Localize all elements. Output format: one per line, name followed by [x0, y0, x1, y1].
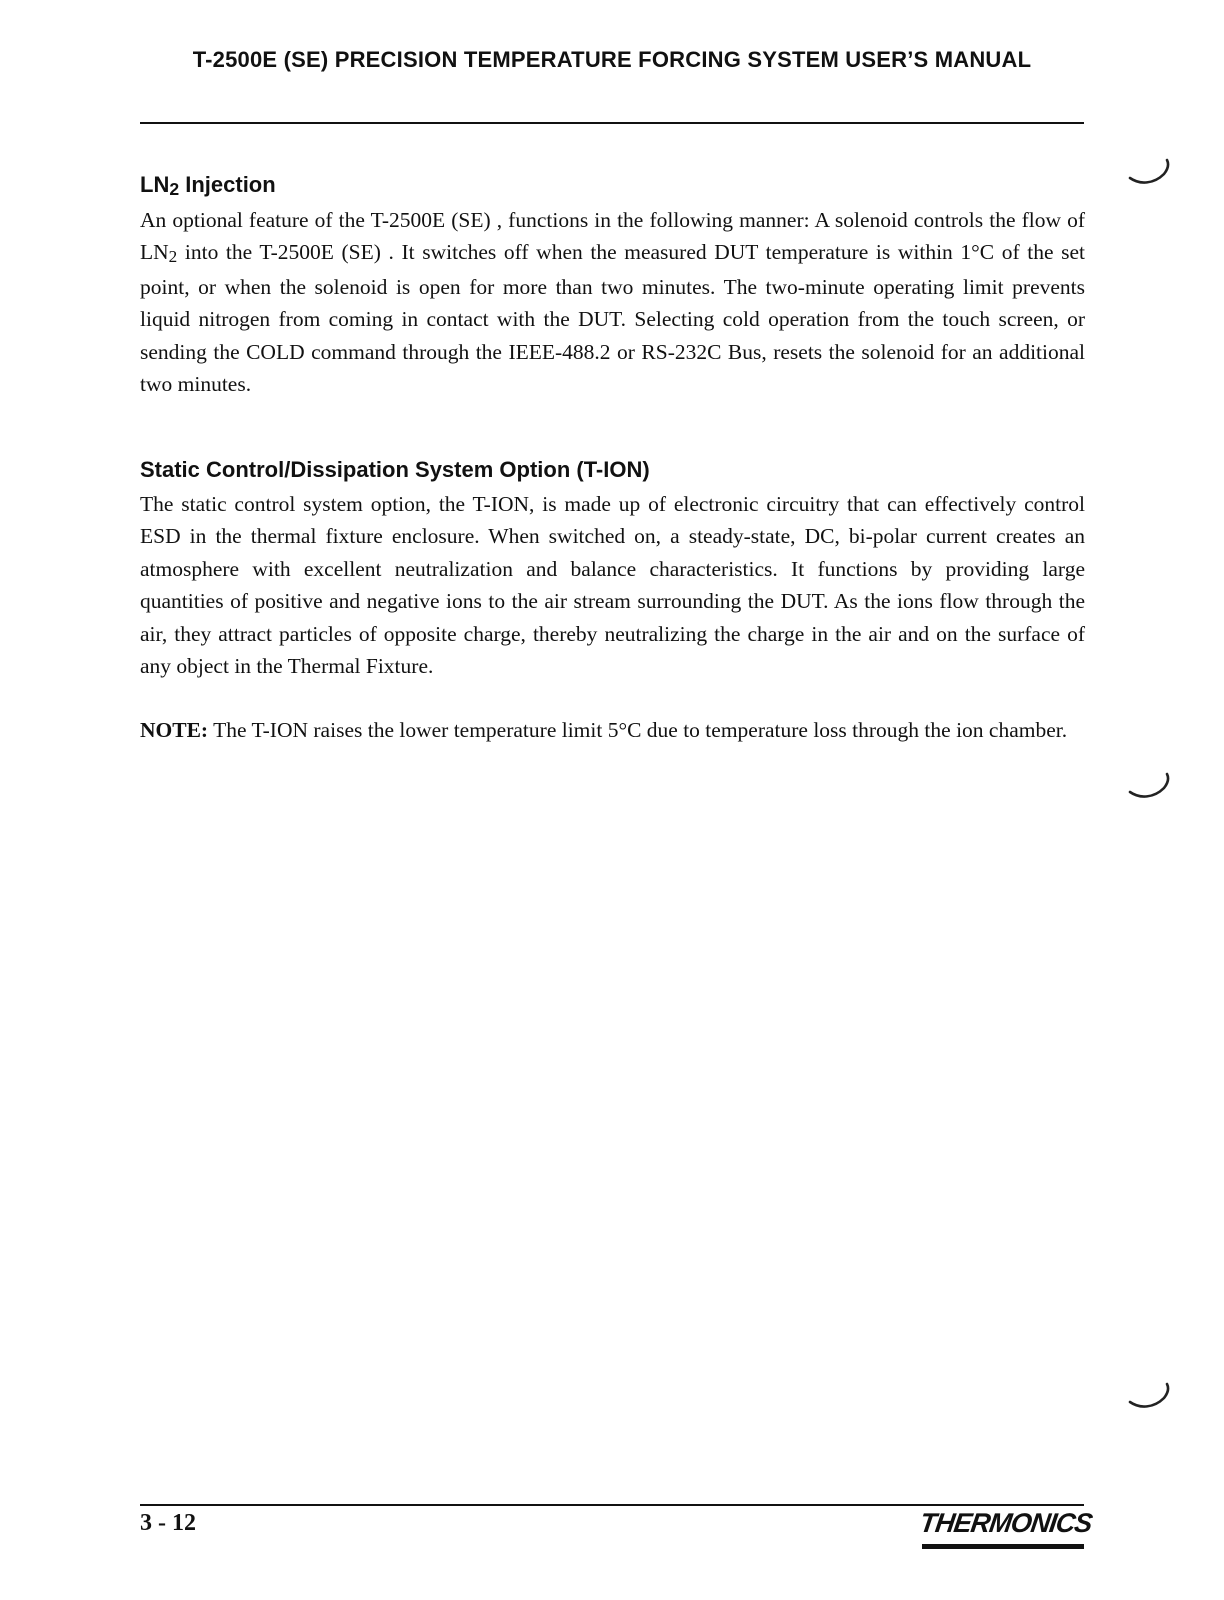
- section-heading-static-control: Static Control/Dissipation System Option (T-ION): [140, 457, 650, 482]
- section-ln2-injection: [140, 170, 1085, 400]
- heading-subscript-2: 2: [169, 178, 180, 199]
- thermonics-logo: [917, 1508, 1094, 1554]
- hole-punch-mark-top: [1126, 158, 1172, 188]
- body-text-part-1: An optional feature of the T-2500E (SE) , functions in the following manner: A solenoid controls the flow of LN: [140, 208, 1085, 265]
- brand-logo-underline: [922, 1544, 1084, 1549]
- heading-ln-text: LN: [140, 172, 170, 197]
- hole-punch-mark-bottom: [1126, 1382, 1172, 1412]
- footer-divider: [140, 1504, 1084, 1506]
- note-text: The T-ION raises the lower temperature limit 5°C due to temperature loss through the ion chamber.: [208, 718, 1068, 742]
- header-divider: [140, 122, 1084, 124]
- brand-logo-text: THERMONICS: [917, 1508, 1094, 1538]
- page-header-title: T-2500E (SE) PRECISION TEMPERATURE FORCING SYSTEM USER’S MANUAL: [192, 47, 1032, 72]
- section-body-static-control: The static control system option, the T-ION, is made up of electronic circuitry that can effectively control ESD in the thermal fixture enclosure. When switched on, a steady-state, DC, bi-polar current creates an atmosphere with excellent neutralization and balance characteristics. It functions by providing large quantities of positive and negative ions to the air stream surrounding the DUT. As the ions flow through the air, they attract particles of opposite charge, thereby neutralizing the charge in the air and on the surface of any object in the Thermal Fixture.: [140, 492, 1085, 679]
- section-heading-ln2-injection: [140, 170, 1085, 201]
- body-subscript-2: 2: [168, 246, 178, 266]
- note-label: NOTE:: [140, 718, 209, 742]
- page-number: 3 - 12: [140, 1510, 196, 1536]
- note-block: [140, 714, 1085, 746]
- section-static-control: [140, 455, 1085, 682]
- hole-punch-mark-middle: [1126, 772, 1172, 802]
- note-paragraph: [140, 714, 1085, 746]
- section-body-ln2-injection: [140, 204, 1085, 400]
- heading-injection-text: Injection: [179, 172, 276, 197]
- body-text-part-2: into the T-2500E (SE) . It switches off when the measured DUT temperature is within 1°C of the set point, or when the solenoid is open for more than two minutes. The two-minute operating limit prevents liquid nitrogen from coming in contact with the DUT. Selecting cold operation from the touch screen, or sending the COLD command through the IEEE-488.2 or RS-232C Bus, resets the solenoid for an additional two minutes.: [140, 240, 1085, 397]
